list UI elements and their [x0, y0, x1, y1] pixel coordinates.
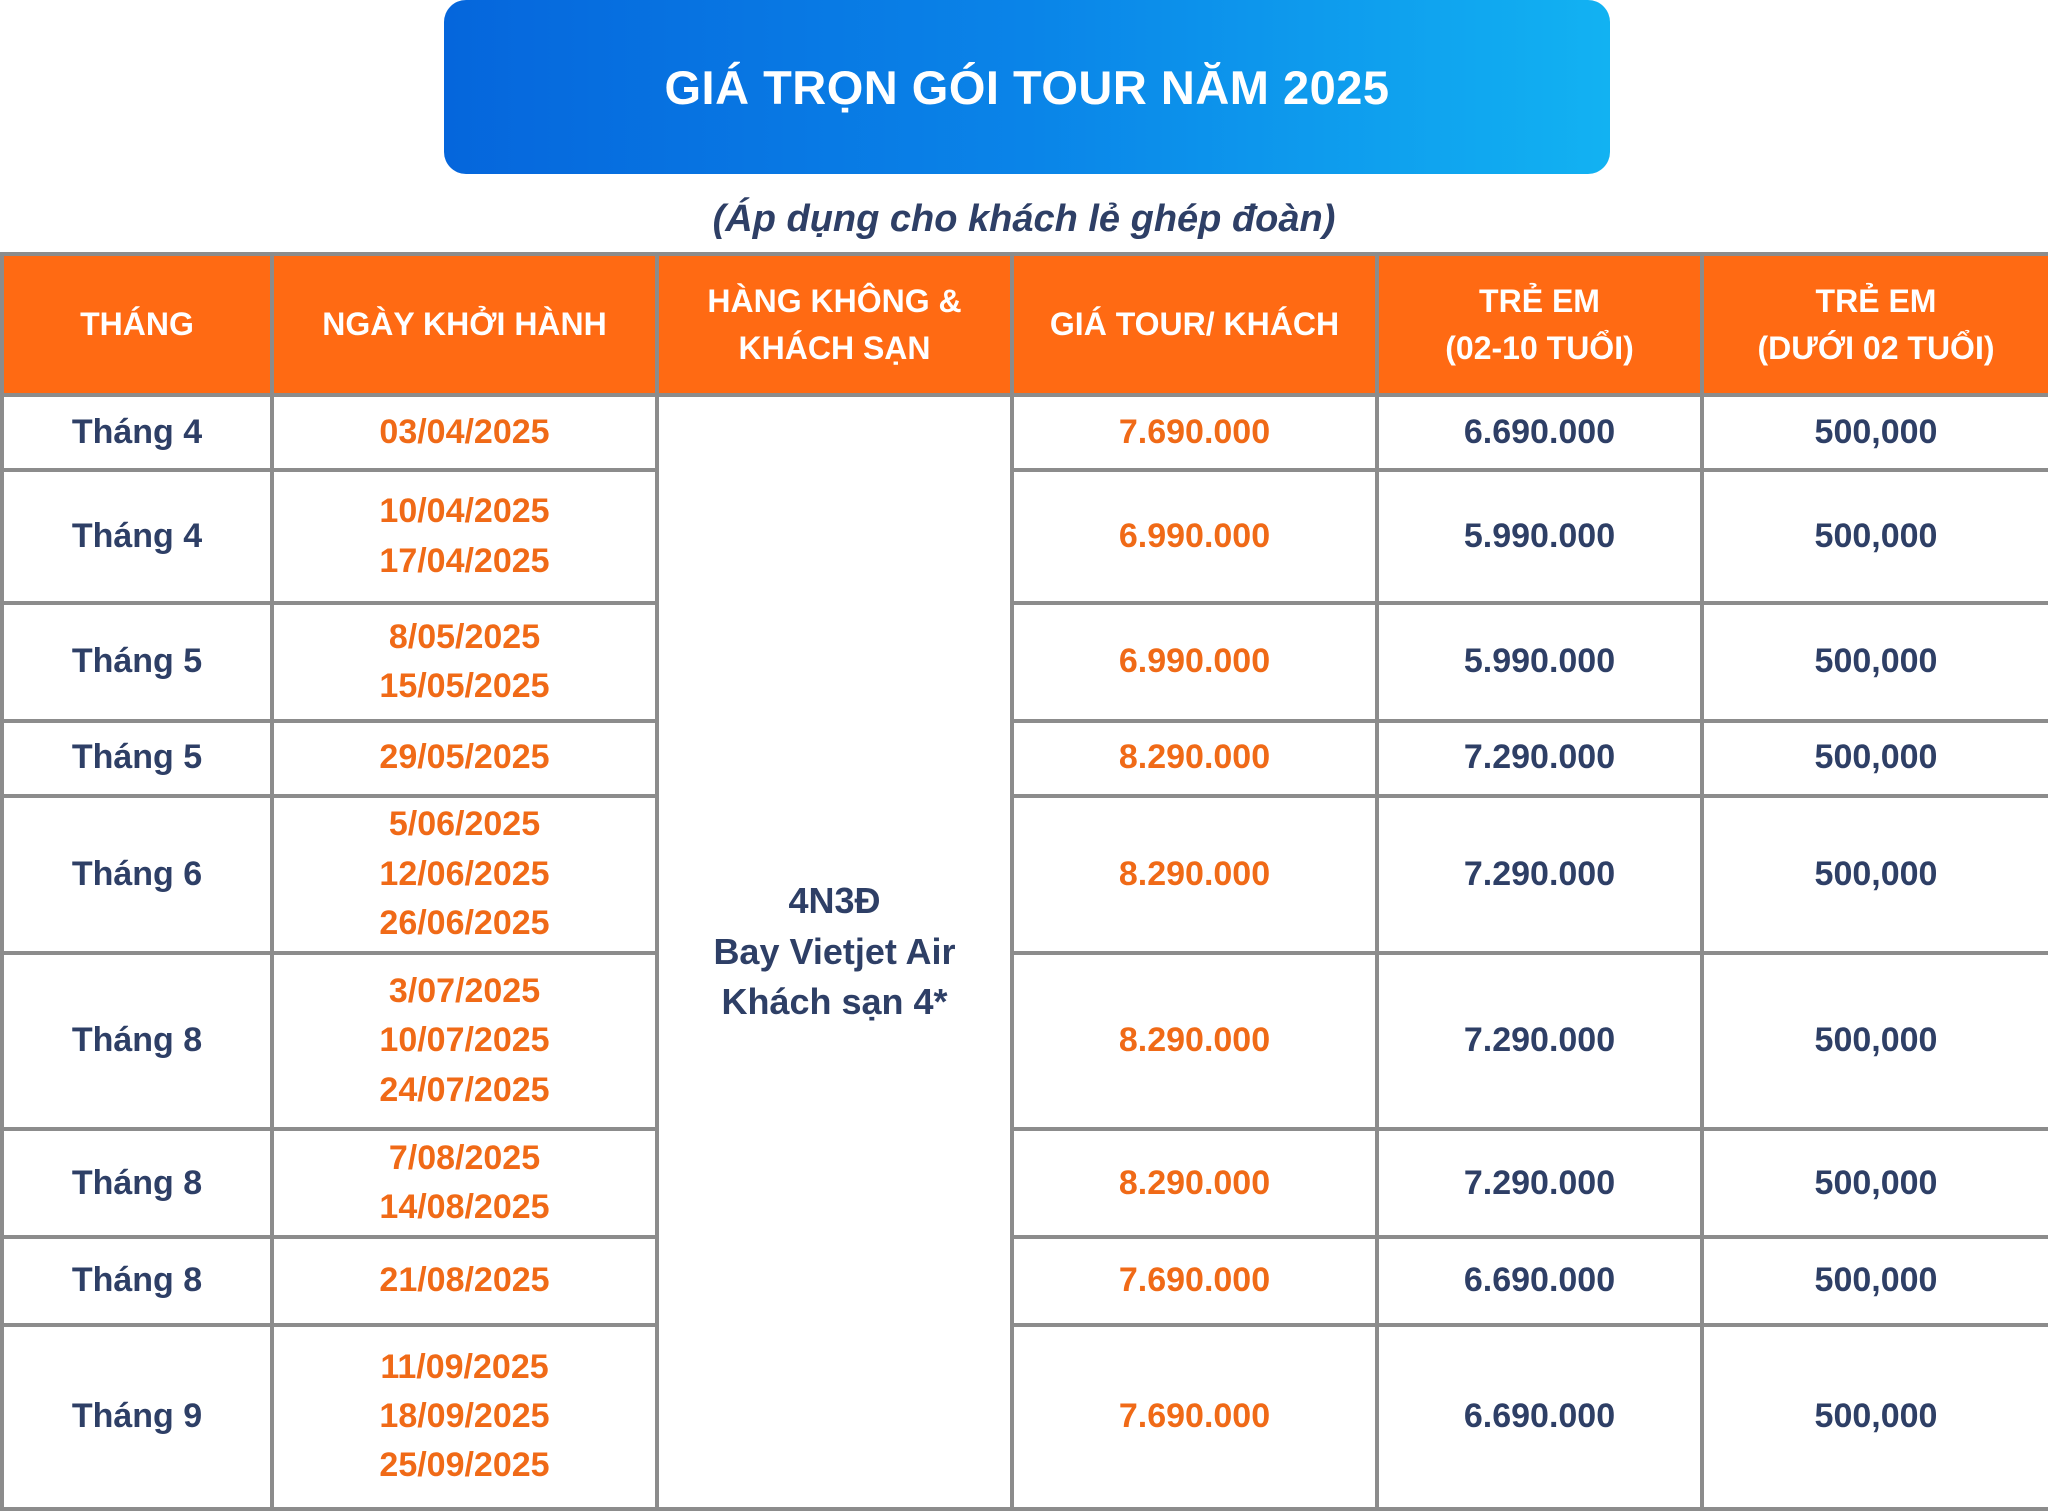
infant-price-cell: 500,000 — [1702, 953, 2048, 1129]
departure-date: 17/04/2025 — [379, 541, 550, 580]
airline-hotel-cell — [657, 395, 1012, 1509]
infant-price-cell: 500,000 — [1702, 395, 2048, 470]
price-cell: 7.690.000 — [1012, 1237, 1377, 1324]
table-row — [2, 953, 2048, 1129]
departure-date: 21/08/2025 — [379, 1261, 550, 1300]
departure-date: 10/04/2025 — [379, 492, 550, 531]
page-title: GIÁ TRỌN GÓI TOUR NĂM 2025 — [664, 60, 1390, 114]
departure-date: 24/07/2025 — [379, 1070, 550, 1109]
child-price-cell: 7.290.000 — [1377, 1129, 1702, 1237]
child-price-cell: 7.290.000 — [1377, 953, 1702, 1129]
month-cell: Tháng 5 — [2, 603, 272, 720]
table-row — [2, 470, 2048, 603]
departure-date: 8/05/2025 — [388, 617, 541, 656]
departure-date: 3/07/2025 — [388, 972, 541, 1011]
departure-dates-cell — [272, 721, 657, 796]
departure-date: 29/05/2025 — [379, 738, 550, 777]
month-cell: Tháng 8 — [2, 953, 272, 1129]
month-cell: Tháng 9 — [2, 1325, 272, 1509]
table-row — [2, 395, 2048, 470]
price-cell: 6.990.000 — [1012, 470, 1377, 603]
header-infant: TRẺ EM (DƯỚI 02 TUỔI) — [1702, 254, 2048, 395]
header-departure: NGÀY KHỞI HÀNH — [272, 254, 657, 395]
table-row — [2, 1237, 2048, 1324]
month-cell: Tháng 8 — [2, 1237, 272, 1324]
title-banner — [444, 0, 1610, 174]
child-price-cell: 6.690.000 — [1377, 395, 1702, 470]
price-cell: 8.290.000 — [1012, 953, 1377, 1129]
departure-date: 14/08/2025 — [379, 1188, 550, 1227]
departure-date: 25/09/2025 — [379, 1446, 550, 1485]
infant-price-cell: 500,000 — [1702, 721, 2048, 796]
price-cell: 7.690.000 — [1012, 395, 1377, 470]
child-price-cell: 7.290.000 — [1377, 796, 1702, 953]
price-cell: 8.290.000 — [1012, 1129, 1377, 1237]
child-price-cell: 7.290.000 — [1377, 721, 1702, 796]
table-row — [2, 1129, 2048, 1237]
month-cell: Tháng 5 — [2, 721, 272, 796]
table-row — [2, 1325, 2048, 1509]
month-cell: Tháng 6 — [2, 796, 272, 953]
month-cell: Tháng 4 — [2, 470, 272, 603]
page-subtitle: (Áp dụng cho khách lẻ ghép đoàn) — [712, 197, 1336, 240]
price-table — [0, 252, 2048, 1511]
infant-price-cell: 500,000 — [1702, 1129, 2048, 1237]
departure-date: 5/06/2025 — [388, 805, 541, 844]
table-row — [2, 603, 2048, 720]
departure-dates-cell — [272, 603, 657, 720]
child-price-cell: 6.690.000 — [1377, 1325, 1702, 1509]
month-cell: Tháng 4 — [2, 395, 272, 470]
departure-dates-cell — [272, 470, 657, 603]
infant-price-cell: 500,000 — [1702, 796, 2048, 953]
price-cell: 8.290.000 — [1012, 721, 1377, 796]
departure-dates-cell — [272, 1325, 657, 1509]
child-price-cell: 5.990.000 — [1377, 470, 1702, 603]
header-price: GIÁ TOUR/ KHÁCH — [1012, 254, 1377, 395]
departure-date: 18/09/2025 — [379, 1397, 550, 1436]
departure-date: 15/05/2025 — [379, 666, 550, 705]
departure-date: 10/07/2025 — [379, 1021, 550, 1060]
header-child: TRẺ EM (02-10 TUỔI) — [1377, 254, 1702, 395]
departure-date: 11/09/2025 — [380, 1347, 549, 1386]
table-row — [2, 721, 2048, 796]
month-cell: Tháng 8 — [2, 1129, 272, 1237]
table-row — [2, 796, 2048, 953]
departure-dates-cell — [272, 796, 657, 953]
child-price-cell: 6.690.000 — [1377, 1237, 1702, 1324]
departure-dates-cell — [272, 395, 657, 470]
infant-price-cell: 500,000 — [1702, 1325, 2048, 1509]
header-airline-hotel: HÀNG KHÔNG & KHÁCH SẠN — [657, 254, 1012, 395]
airline-hotel-hotel: Khách sạn 4* — [721, 981, 948, 1023]
departure-date: 12/06/2025 — [379, 854, 550, 893]
table-header-row — [2, 254, 2048, 395]
price-cell: 7.690.000 — [1012, 1325, 1377, 1509]
departure-dates-cell — [272, 1237, 657, 1324]
infant-price-cell: 500,000 — [1702, 470, 2048, 603]
departure-dates-cell — [272, 953, 657, 1129]
child-price-cell: 5.990.000 — [1377, 603, 1702, 720]
departure-date: 26/06/2025 — [379, 903, 550, 942]
price-cell: 8.290.000 — [1012, 796, 1377, 953]
departure-date: 03/04/2025 — [379, 412, 550, 451]
infant-price-cell: 500,000 — [1702, 603, 2048, 720]
infant-price-cell: 500,000 — [1702, 1237, 2048, 1324]
departure-date: 7/08/2025 — [388, 1139, 541, 1178]
departure-dates-cell — [272, 1129, 657, 1237]
price-cell: 6.990.000 — [1012, 603, 1377, 720]
header-month: THÁNG — [2, 254, 272, 395]
airline-hotel-flight: Bay Vietjet Air — [713, 930, 956, 972]
airline-hotel-duration: 4N3Đ — [788, 880, 881, 922]
